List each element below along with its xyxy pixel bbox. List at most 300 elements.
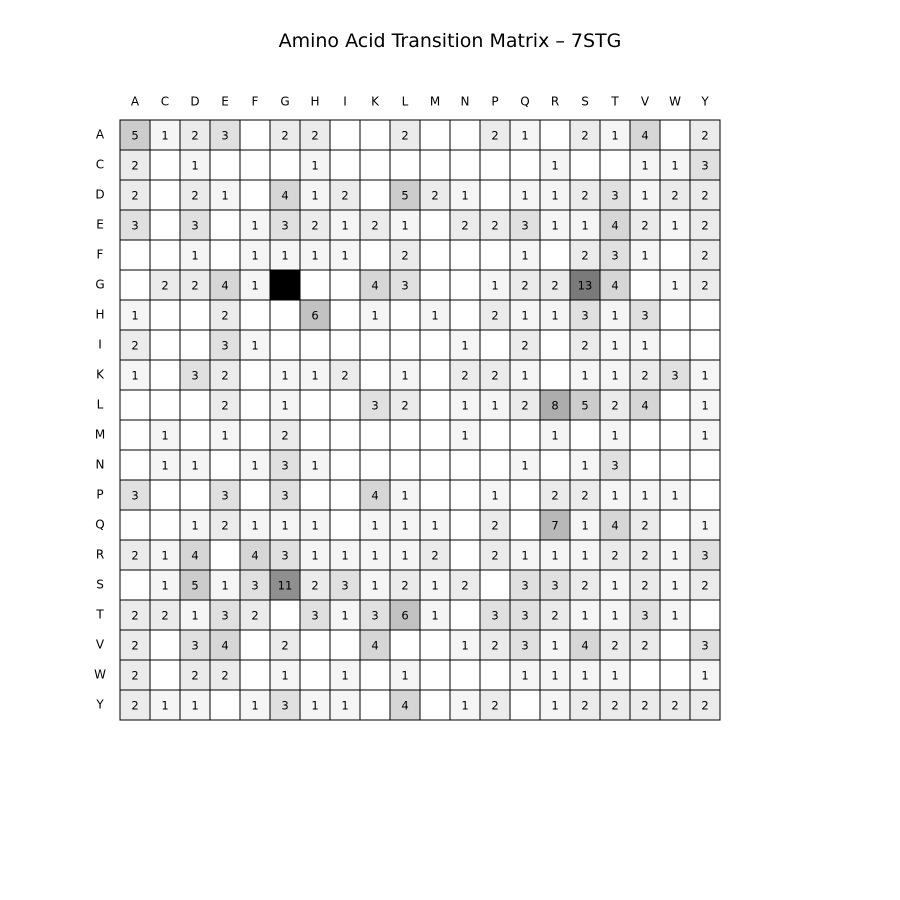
- cell-value-label: 3: [191, 638, 199, 653]
- cell-value-label: 1: [281, 398, 289, 413]
- heatmap-cell: [660, 300, 690, 330]
- cell-value-label: 2: [281, 428, 289, 443]
- y-tick-label: P: [96, 487, 104, 502]
- heatmap-cell: [240, 420, 270, 450]
- cell-value-label: 1: [221, 188, 229, 203]
- cell-value-label: 1: [611, 668, 619, 683]
- cell-value-label: 1: [191, 158, 199, 173]
- x-tick-label: H: [310, 94, 320, 109]
- cell-value-label: 2: [401, 398, 409, 413]
- heatmap-cell: [210, 450, 240, 480]
- heatmap-cell: [690, 480, 720, 510]
- heatmap-cell: [360, 690, 390, 720]
- cell-value-label: 2: [491, 218, 499, 233]
- cell-value-label: 1: [641, 488, 649, 503]
- heatmap-cell: [480, 330, 510, 360]
- cell-value-label: 1: [191, 518, 199, 533]
- cell-value-label: 2: [641, 368, 649, 383]
- cell-value-label: 2: [641, 638, 649, 653]
- heatmap-cell: [510, 510, 540, 540]
- heatmap-cell: [330, 270, 360, 300]
- cell-value-label: 13: [577, 278, 593, 293]
- cell-value-label: 1: [671, 608, 679, 623]
- cell-value-label: 1: [431, 308, 439, 323]
- cell-value-label: 2: [581, 188, 589, 203]
- cell-value-label: 1: [401, 518, 409, 533]
- heatmap-cell: [330, 420, 360, 450]
- cell-value-label: 1: [401, 488, 409, 503]
- heatmap-cell: [180, 300, 210, 330]
- cell-value-label: 2: [521, 338, 529, 353]
- cell-value-label: 4: [251, 548, 259, 563]
- cell-value-label: 1: [401, 218, 409, 233]
- x-tick-label: V: [640, 94, 650, 109]
- x-axis-ticks: [131, 95, 709, 109]
- heatmap-cell: [330, 630, 360, 660]
- cell-value-label: 2: [581, 698, 589, 713]
- heatmap-cell: [660, 450, 690, 480]
- cell-value-label: 1: [431, 608, 439, 623]
- x-tick-label: W: [669, 94, 681, 109]
- heatmap-cell: [420, 630, 450, 660]
- heatmap-cell: [690, 450, 720, 480]
- cell-value-label: 2: [491, 698, 499, 713]
- cell-value-label: 1: [671, 548, 679, 563]
- cell-value-label: 3: [341, 578, 349, 593]
- cell-value-label: 1: [341, 548, 349, 563]
- cell-value-label: 1: [191, 458, 199, 473]
- cell-value-label: 1: [371, 548, 379, 563]
- cell-value-label: 3: [371, 608, 379, 623]
- heatmap-cell: [150, 210, 180, 240]
- heatmap-cell: [480, 180, 510, 210]
- x-tick-label: D: [190, 94, 200, 109]
- heatmap-cell: [540, 330, 570, 360]
- heatmap-cell: [240, 300, 270, 330]
- x-tick-label: C: [160, 94, 170, 109]
- cell-value-label: 2: [371, 218, 379, 233]
- cell-value-label: 4: [611, 518, 619, 533]
- cell-value-label: 1: [671, 158, 679, 173]
- cell-value-label: 3: [401, 278, 409, 293]
- cell-value-label: 4: [221, 638, 229, 653]
- heatmap-cell: [660, 510, 690, 540]
- heatmap-cell: [450, 240, 480, 270]
- heatmap-cell: [510, 420, 540, 450]
- heatmap-cell: [150, 150, 180, 180]
- cell-value-label: 2: [491, 638, 499, 653]
- heatmap-cell: [150, 390, 180, 420]
- cell-value-label: 2: [461, 578, 469, 593]
- cell-value-label: 3: [221, 338, 229, 353]
- x-tick-label: S: [581, 94, 589, 109]
- cell-value-label: 1: [161, 698, 169, 713]
- cell-value-label: 5: [131, 128, 139, 143]
- y-tick-label: C: [95, 157, 105, 172]
- heatmap-cell: [450, 510, 480, 540]
- heatmap-cell: [270, 330, 300, 360]
- cell-value-label: 2: [131, 158, 139, 173]
- cell-value-label: 2: [671, 698, 679, 713]
- cell-value-label: 1: [311, 698, 319, 713]
- heatmap-cell: [450, 660, 480, 690]
- heatmap-cell: [480, 420, 510, 450]
- y-tick-label: I: [98, 337, 102, 352]
- heatmap-cell: [330, 150, 360, 180]
- cell-value-label: 1: [461, 338, 469, 353]
- cell-value-label: 1: [341, 668, 349, 683]
- cell-value-label: 1: [611, 488, 619, 503]
- cell-value-label: 2: [221, 518, 229, 533]
- cell-value-label: 1: [131, 368, 139, 383]
- cell-value-label: 1: [161, 578, 169, 593]
- cell-value-label: 2: [221, 308, 229, 323]
- cell-value-label: 2: [131, 188, 139, 203]
- cell-value-label: 1: [701, 398, 709, 413]
- heatmap-cell: [390, 450, 420, 480]
- cell-value-label: 1: [551, 638, 559, 653]
- cell-value-label: 2: [641, 518, 649, 533]
- cell-value-label: 2: [311, 218, 319, 233]
- x-tick-label: N: [460, 94, 470, 109]
- heatmap-cell: [450, 270, 480, 300]
- cell-value-label: 2: [491, 548, 499, 563]
- x-tick-label: F: [251, 94, 259, 109]
- cell-value-label: 1: [581, 218, 589, 233]
- cell-value-label: 1: [281, 518, 289, 533]
- cell-value-label: 1: [341, 608, 349, 623]
- cell-value-label: 1: [191, 698, 199, 713]
- heatmap-cell: [240, 150, 270, 180]
- cell-value-label: 3: [491, 608, 499, 623]
- cell-value-label: 1: [641, 188, 649, 203]
- cell-value-label: 3: [701, 158, 709, 173]
- heatmap-cell: [300, 630, 330, 660]
- heatmap-cell: [240, 630, 270, 660]
- cell-value-label: 1: [521, 548, 529, 563]
- cell-value-label: 2: [401, 128, 409, 143]
- heatmap-cell: [450, 150, 480, 180]
- cell-value-label: 2: [161, 278, 169, 293]
- heatmap-cell: [360, 330, 390, 360]
- cell-value-label: 2: [521, 278, 529, 293]
- cell-value-label: 1: [701, 368, 709, 383]
- heatmap-cell: [330, 480, 360, 510]
- cell-value-label: 2: [311, 578, 319, 593]
- cell-value-label: 1: [251, 458, 259, 473]
- cell-value-label: 2: [281, 128, 289, 143]
- cell-value-label: 1: [581, 368, 589, 383]
- y-tick-label: R: [95, 547, 105, 562]
- cell-value-label: 4: [611, 218, 619, 233]
- cell-value-label: 3: [191, 368, 199, 383]
- cell-value-label: 1: [341, 218, 349, 233]
- heatmap-cell: [120, 510, 150, 540]
- cell-value-label: 3: [521, 578, 529, 593]
- heatmap-cell: [210, 240, 240, 270]
- heatmap-cell: [480, 240, 510, 270]
- cell-value-label: 6: [311, 308, 319, 323]
- heatmap-cell: [570, 420, 600, 450]
- cell-value-label: 8: [551, 398, 559, 413]
- heatmap-cell: [450, 450, 480, 480]
- cell-value-label: 1: [551, 548, 559, 563]
- heatmap-cell: [420, 150, 450, 180]
- cell-value-label: 2: [461, 368, 469, 383]
- cell-value-label: 1: [431, 578, 439, 593]
- cell-value-label: 1: [641, 338, 649, 353]
- y-tick-label: N: [95, 457, 105, 472]
- heatmap-cell: [450, 600, 480, 630]
- heatmap-cell: [360, 360, 390, 390]
- cell-value-label: 1: [371, 518, 379, 533]
- heatmap-cell: [420, 480, 450, 510]
- x-tick-label: Q: [520, 94, 530, 109]
- cell-value-label: 1: [551, 188, 559, 203]
- cell-value-label: 3: [371, 398, 379, 413]
- heatmap-cell: [120, 240, 150, 270]
- heatmap-cell: [660, 240, 690, 270]
- cell-value-label: 1: [671, 578, 679, 593]
- cell-value-label: 2: [641, 548, 649, 563]
- heatmap-cell: [450, 480, 480, 510]
- cell-value-label: 2: [611, 638, 619, 653]
- cell-value-label: 1: [611, 338, 619, 353]
- cell-value-label: 2: [341, 368, 349, 383]
- heatmap-cell: [240, 660, 270, 690]
- cell-value-label: 2: [191, 128, 199, 143]
- heatmap-cell: [150, 330, 180, 360]
- cell-value-label: 3: [281, 458, 289, 473]
- cell-value-label: 1: [161, 428, 169, 443]
- cell-value-label: 3: [281, 548, 289, 563]
- cell-value-label: 1: [251, 338, 259, 353]
- cell-value-label: 2: [401, 248, 409, 263]
- cell-value-label: 3: [521, 608, 529, 623]
- cell-value-label: 2: [701, 128, 709, 143]
- heatmap-cell: [150, 300, 180, 330]
- cell-value-label: 2: [671, 188, 679, 203]
- cell-value-label: 1: [311, 518, 319, 533]
- x-tick-label: M: [429, 94, 441, 109]
- cell-value-label: 3: [221, 488, 229, 503]
- heatmap-cell: [240, 360, 270, 390]
- heatmap-cell: [360, 240, 390, 270]
- cell-value-label: 3: [701, 638, 709, 653]
- heatmap-cell: [180, 390, 210, 420]
- heatmap-cell: [630, 450, 660, 480]
- heatmap-cell: [390, 330, 420, 360]
- cell-value-label: 3: [611, 188, 619, 203]
- cell-value-label: 2: [581, 338, 589, 353]
- cell-value-label: 1: [581, 608, 589, 623]
- y-tick-label: Y: [96, 697, 104, 712]
- heatmap-cell: [570, 150, 600, 180]
- heatmap-cell: [330, 330, 360, 360]
- heatmap-cell: [420, 240, 450, 270]
- cell-value-label: 3: [281, 488, 289, 503]
- cell-value-label: 2: [491, 308, 499, 323]
- heatmap-cell: [240, 180, 270, 210]
- heatmap-cell: [240, 480, 270, 510]
- heatmap-cell: [150, 180, 180, 210]
- cell-value-label: 4: [281, 188, 289, 203]
- cell-value-label: 1: [701, 428, 709, 443]
- heatmap-cell: [420, 660, 450, 690]
- cell-value-label: 2: [491, 368, 499, 383]
- cell-value-label: 1: [341, 248, 349, 263]
- heatmap-cell: [630, 660, 660, 690]
- cell-value-label: 4: [221, 278, 229, 293]
- cell-value-label: 2: [641, 218, 649, 233]
- cell-value-label: 2: [461, 218, 469, 233]
- cell-value-label: 6: [401, 608, 409, 623]
- cell-value-label: 3: [251, 578, 259, 593]
- heatmap-cell: [660, 120, 690, 150]
- cell-value-label: 2: [701, 698, 709, 713]
- y-tick-label: D: [95, 187, 105, 202]
- cell-value-label: 1: [161, 548, 169, 563]
- cell-value-label: 1: [581, 518, 589, 533]
- heatmap-cell: [420, 450, 450, 480]
- heatmap-cell: [330, 120, 360, 150]
- heatmap-cell: [210, 150, 240, 180]
- cell-value-label: 2: [221, 668, 229, 683]
- heatmap-cell: [210, 540, 240, 570]
- cell-value-label: 3: [521, 218, 529, 233]
- heatmap-cell: [270, 300, 300, 330]
- cell-value-label: 1: [221, 578, 229, 593]
- heatmap-cell: [690, 330, 720, 360]
- x-tick-label: P: [491, 94, 499, 109]
- cell-value-label: 2: [701, 248, 709, 263]
- heatmap-cell: [660, 630, 690, 660]
- cell-value-label: 1: [641, 248, 649, 263]
- cell-value-label: 1: [341, 698, 349, 713]
- y-tick-label: M: [94, 427, 106, 442]
- heatmap-cell: [360, 150, 390, 180]
- cell-value-label: 2: [701, 278, 709, 293]
- cell-value-label: 4: [641, 398, 649, 413]
- cell-value-label: 3: [671, 368, 679, 383]
- y-tick-label: S: [96, 577, 104, 592]
- x-tick-label: A: [130, 94, 140, 109]
- heatmap-cell: [150, 660, 180, 690]
- heatmap-cell: [300, 420, 330, 450]
- cell-value-label: 2: [131, 548, 139, 563]
- cell-value-label: 1: [371, 578, 379, 593]
- cell-value-label: 2: [641, 578, 649, 593]
- cell-value-label: 2: [131, 638, 139, 653]
- cell-value-label: 2: [491, 128, 499, 143]
- cell-value-label: 1: [461, 188, 469, 203]
- cell-value-label: 2: [491, 518, 499, 533]
- heatmap-cell: [660, 390, 690, 420]
- heatmap-cell: [120, 570, 150, 600]
- cell-value-label: 4: [371, 488, 379, 503]
- heatmap-cell: [510, 480, 540, 510]
- heatmap-cell: [540, 360, 570, 390]
- heatmap-cell: [180, 330, 210, 360]
- cell-value-label: 1: [491, 278, 499, 293]
- cell-value-label: 1: [611, 428, 619, 443]
- cell-value-label: 3: [521, 638, 529, 653]
- cell-value-label: 1: [251, 518, 259, 533]
- cell-value-label: 1: [521, 458, 529, 473]
- y-tick-label: W: [94, 667, 106, 682]
- cell-value-label: 1: [611, 128, 619, 143]
- cell-value-label: 1: [551, 158, 559, 173]
- cell-value-label: 1: [311, 548, 319, 563]
- heatmap-cell: [120, 450, 150, 480]
- heatmap-cell: [120, 420, 150, 450]
- heatmap-cell: [660, 660, 690, 690]
- x-tick-label: L: [401, 94, 409, 109]
- cell-value-label: 1: [551, 218, 559, 233]
- cell-value-label: 2: [131, 698, 139, 713]
- cell-value-label: 3: [641, 608, 649, 623]
- heatmap-cell: [150, 360, 180, 390]
- cell-value-label: 5: [401, 188, 409, 203]
- cell-value-label: 1: [281, 248, 289, 263]
- heatmap-cell: [630, 420, 660, 450]
- heatmap-cell: [360, 660, 390, 690]
- cell-value-label: 2: [431, 548, 439, 563]
- heatmap-cell: [240, 390, 270, 420]
- cell-value-label: 1: [551, 668, 559, 683]
- cell-value-label: 3: [281, 218, 289, 233]
- heatmap-cell: [420, 120, 450, 150]
- cell-value-label: 3: [701, 548, 709, 563]
- cell-value-label: 1: [311, 458, 319, 473]
- heatmap-cell: [180, 420, 210, 450]
- heatmap-cell: [300, 660, 330, 690]
- cell-value-label: 3: [191, 218, 199, 233]
- cell-value-label: 2: [341, 188, 349, 203]
- heatmap-cell: [450, 540, 480, 570]
- cell-value-label: 2: [611, 548, 619, 563]
- heatmap-cell: [330, 300, 360, 330]
- cell-value-label: 1: [521, 188, 529, 203]
- cell-value-label: 2: [131, 608, 139, 623]
- cell-value-label: 2: [311, 128, 319, 143]
- heatmap-cell: [300, 480, 330, 510]
- heatmap-cell: [690, 300, 720, 330]
- cell-value-label: 2: [221, 368, 229, 383]
- heatmap-cell: [210, 210, 240, 240]
- cell-value-label: 2: [701, 218, 709, 233]
- cell-value-label: 1: [671, 218, 679, 233]
- cell-value-label: 2: [611, 698, 619, 713]
- heatmap-cell: [120, 390, 150, 420]
- cell-value-label: 2: [521, 398, 529, 413]
- x-tick-label: Y: [701, 94, 709, 109]
- cell-value-label: 1: [701, 518, 709, 533]
- heatmap-cell: [660, 420, 690, 450]
- cell-value-label: 1: [551, 698, 559, 713]
- y-tick-label: E: [96, 217, 104, 232]
- heatmap-cell: [270, 150, 300, 180]
- heatmap-cell: [150, 240, 180, 270]
- cell-value-label: 2: [131, 338, 139, 353]
- cell-value-label: 3: [221, 608, 229, 623]
- heatmap-cell: [360, 420, 390, 450]
- cell-value-label: 5: [191, 578, 199, 593]
- heatmap-cell: [330, 450, 360, 480]
- cell-value-label: 1: [581, 548, 589, 563]
- heatmap-cell: [540, 450, 570, 480]
- heatmap-cell: [330, 510, 360, 540]
